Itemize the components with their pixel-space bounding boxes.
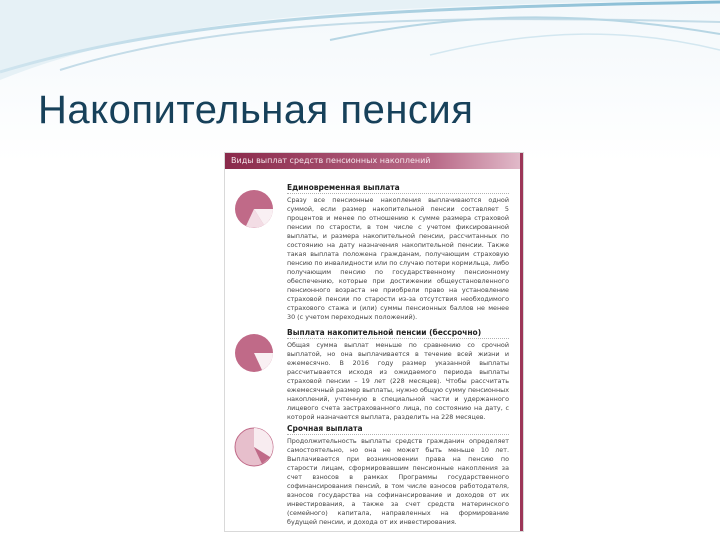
decorative-waves — [0, 0, 720, 90]
section-title: Срочная выплата — [287, 424, 363, 433]
pie-chart-icon — [232, 187, 276, 237]
section-title: Выплата накопительной пенсии (бессрочно) — [287, 328, 482, 337]
divider — [287, 193, 509, 194]
section-text: Сразу все пенсионные накопления выплачиваются одной суммой, если размер накопительной пенсии составляет 5 процентов и менее по отношению к сумме размера страховой пенсии по старости, в том числе с учетом фиксированной выплаты, и размера накопительной пенсии, рассчитанных по состоянию на дату назначения накопительной пенсии. Также такая выплата положена гражданам, получающим страховую пенсию по инвалидности или по случаю потери кормильца, либо получающим пенсию по государственному пенсионному обеспечению, которые при достижении общеустановленного пенсионного возраста не приобрели право на установление страховой пенсии по старости из-за отсутствия необходимого страхового стажа и (или) суммы пенсионных баллов не менее 30 (с учетом переходных положений). — [287, 196, 509, 321]
divider — [287, 434, 509, 435]
pie-chart-icon — [232, 425, 276, 475]
document-edge-rule — [520, 153, 523, 531]
pie-chart-icon — [232, 331, 276, 381]
slide-title: Накопительная пенсия — [38, 88, 474, 132]
section-fixed-term-payment — [225, 421, 515, 531]
section-lump-sum — [225, 179, 515, 349]
section-lifelong-payment — [225, 325, 515, 421]
section-title: Единовременная выплата — [287, 183, 400, 192]
section-text: Общая сумма выплат меньше по сравнению со срочной выплатой, но она выплачивается в течение всей жизни и ежемесячно. В 2016 году размер указанной выплаты рассчитывается исходя из ожидаемого периода выплаты страховой пенсии – 19 лет (228 месяцев). Чтобы рассчитать ежемесячный размер выплаты, нужно общую сумму пенсионных накоплений, учтенную в специальной части и удержанного лицевого счета застрахованного лица, по состоянию на дату, с которой назначается выплата, разделить на 228 месяцев. — [287, 341, 509, 421]
document-image — [224, 152, 524, 532]
divider — [287, 338, 509, 339]
section-text: Продолжительность выплаты средств гражданин определяет самостоятельно, но она не может быть меньше 10 лет. Выплачивается при возникновении права на пенсию по старости лицам, сформировавшим пенсионные накопления за счет взносов в рамках Программы государственного софинансирования пенсий, в том числе взносов работодателя, взносов государства на софинансирование и доходов от их инвестирования, а также за счет средств материнского (семейного) капитала, направленных на формирование будущей пенсии, и дохода от их инвестирования. — [287, 437, 509, 526]
document-header: Виды выплат средств пенсионных накоплений — [225, 153, 523, 169]
